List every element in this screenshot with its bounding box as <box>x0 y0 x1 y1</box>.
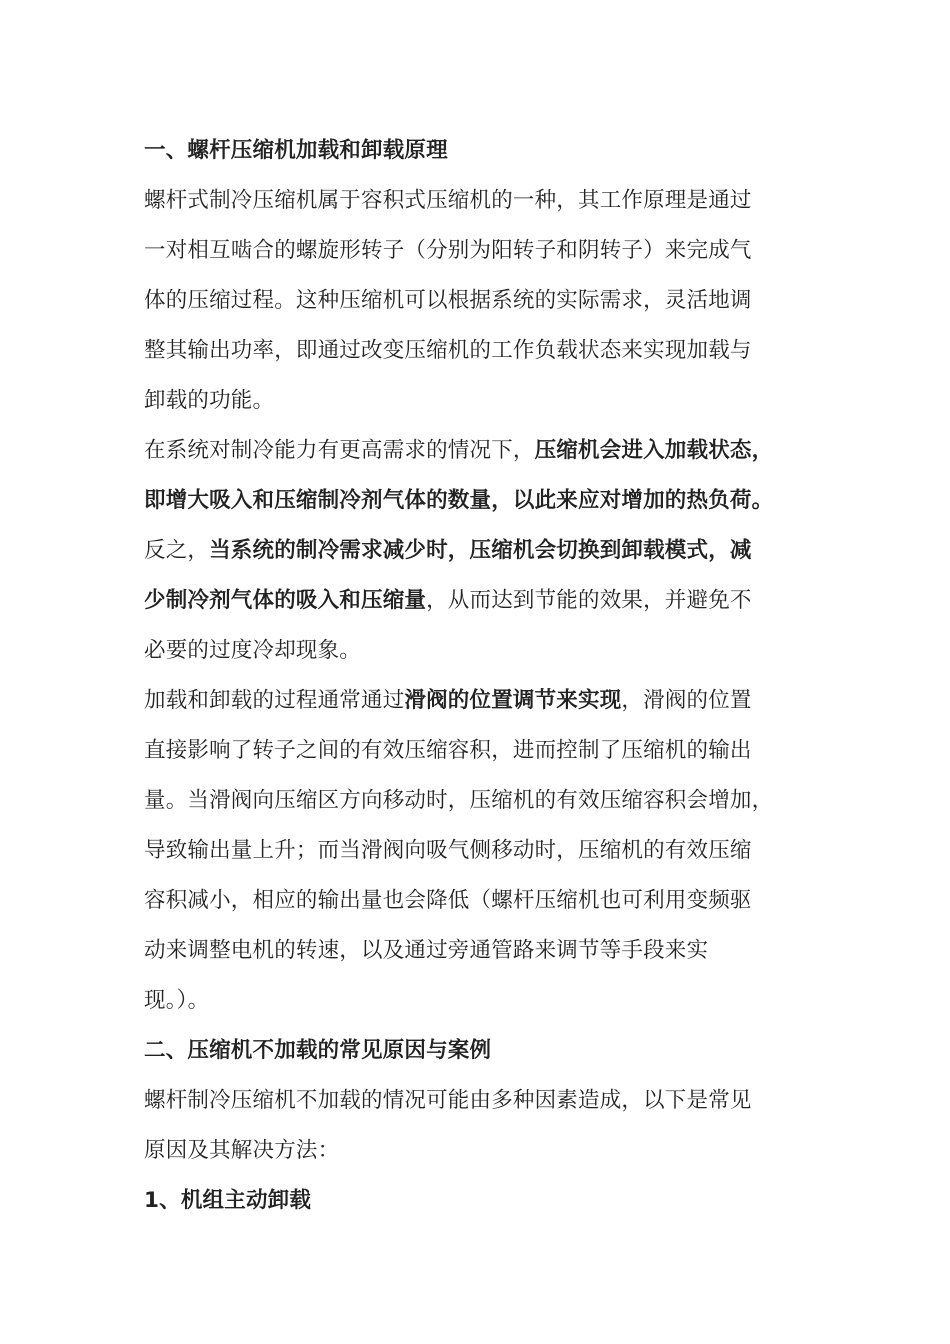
section-heading <box>144 1026 824 1076</box>
text-run: 动来调整电机的转速，以及通过旁通管路来调节等手段来实 <box>144 938 709 963</box>
text-run: ，从而达到节能的效果，并避免不 <box>426 588 752 613</box>
bold-text: 即增大吸入和压缩制冷剂气体的数量，以此来应对增加的热负荷。 <box>144 488 774 513</box>
text-run: 卸载的功能。 <box>144 388 275 413</box>
text-run: 螺杆式制冷压缩机属于容积式压缩机的一种，其工作原理是通过 <box>144 188 752 213</box>
bold-text: 压缩机会进入加载状态， <box>534 438 774 463</box>
text-run: 加载和卸载的过程通常通过 <box>144 688 405 713</box>
paragraph-line <box>144 676 824 726</box>
section-heading <box>144 126 824 176</box>
bold-text: 滑阀的位置调节来实现 <box>404 688 622 713</box>
document-body <box>144 126 824 1226</box>
paragraph-line <box>144 326 824 376</box>
paragraph-line <box>144 626 824 676</box>
paragraph-line <box>144 526 824 576</box>
text-run: 导致输出量上升；而当滑阀向吸气侧移动时，压缩机的有效压缩 <box>144 838 752 863</box>
paragraph-line <box>144 1126 824 1176</box>
paragraph-line <box>144 576 824 626</box>
bold-text: 当系统的制冷需求减少时，压缩机会切换到卸载模式，减 <box>209 538 752 563</box>
text-run: 原因及其解决方法： <box>144 1138 340 1163</box>
text-run: 现。）。 <box>144 988 210 1013</box>
paragraph-line <box>144 876 824 926</box>
text-run: 螺杆制冷压缩机不加载的情况可能由多种因素造成，以下是常见 <box>144 1088 752 1113</box>
text-run: 必要的过度冷却现象。 <box>144 638 362 663</box>
paragraph-line <box>144 376 824 426</box>
bold-text: 二、压缩机不加载的常见原因与案例 <box>144 1038 492 1063</box>
text-run: 整其输出功率，即通过改变压缩机的工作负载状态来实现加载与 <box>144 338 752 363</box>
paragraph-line <box>144 926 824 976</box>
text-run: 体的压缩过程。这种压缩机可以根据系统的实际需求，灵活地调 <box>144 288 752 313</box>
text-run: 量。当滑阀向压缩区方向移动时，压缩机的有效压缩容积会增加， <box>144 788 774 813</box>
paragraph-line <box>144 1076 824 1126</box>
text-run: 一对相互啮合的螺旋形转子（分别为阳转子和阴转子）来完成气 <box>144 238 752 263</box>
paragraph-line <box>144 826 824 876</box>
paragraph-line <box>144 226 824 276</box>
text-run: 在系统对制冷能力有更高需求的情况下， <box>144 438 535 463</box>
text-run: 反之， <box>144 538 210 563</box>
paragraph-line <box>144 176 824 226</box>
bold-text: 1、机组主动卸载 <box>144 1188 312 1213</box>
paragraph-line <box>144 476 824 526</box>
paragraph-line <box>144 426 824 476</box>
text-run: 容积减小，相应的输出量也会降低（螺杆压缩机也可利用变频驱 <box>144 888 752 913</box>
paragraph-line <box>144 976 824 1026</box>
paragraph-line <box>144 276 824 326</box>
text-run: ，滑阀的位置 <box>621 688 752 713</box>
section-heading <box>144 1176 824 1226</box>
bold-text: 一、螺杆压缩机加载和卸载原理 <box>144 138 448 163</box>
bold-text: 少制冷剂气体的吸入和压缩量 <box>144 588 427 613</box>
text-run: 直接影响了转子之间的有效压缩容积，进而控制了压缩机的输出 <box>144 738 752 763</box>
paragraph-line <box>144 726 824 776</box>
paragraph-line <box>144 776 824 826</box>
